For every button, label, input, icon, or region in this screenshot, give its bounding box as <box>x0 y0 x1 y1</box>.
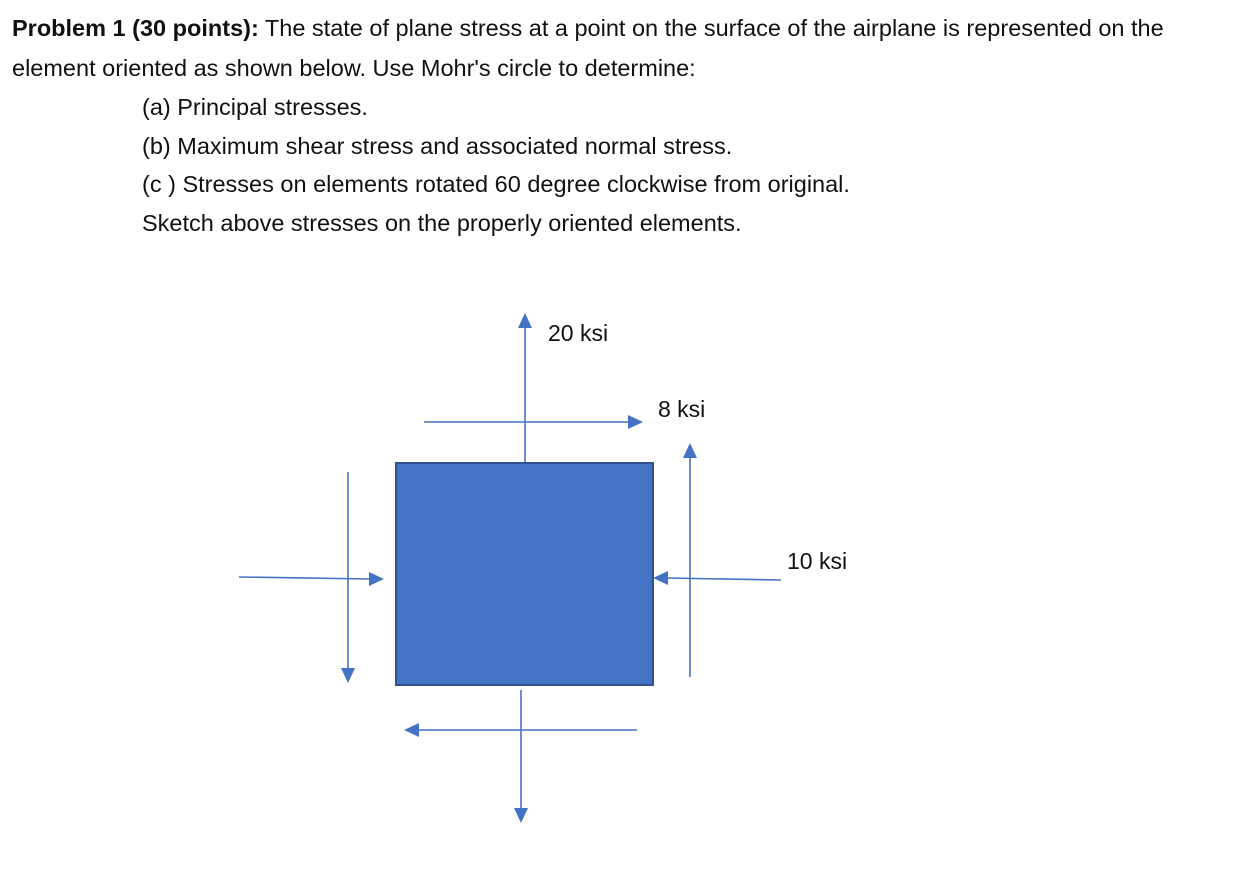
arrow-down-head-icon <box>514 808 528 823</box>
label-normal-y: 20 ksi <box>548 320 609 346</box>
label-shear: 8 ksi <box>658 396 706 422</box>
left-normal-stress-line <box>239 577 371 579</box>
stress-element <box>396 463 653 685</box>
arrow-left-head-icon <box>653 571 668 585</box>
label-normal-x: 10 ksi <box>787 548 848 574</box>
arrow-up-head-icon <box>683 443 697 458</box>
right-normal-stress-line <box>666 578 781 580</box>
task-item-b: (b) Maximum shear stress and associated normal stress. <box>142 132 733 159</box>
problem-title: Problem 1 (30 points): <box>12 15 259 41</box>
problem-text: The state of plane stress at a point on the surface of the airplane is represented on the element oriented as shown below. Use Mohr's circle to determine: <box>12 15 1164 81</box>
sketch-instruction: Sketch above stresses on the properly oriented elements. <box>142 209 742 236</box>
task-item-a: (a) Principal stresses. <box>142 94 368 120</box>
task-item-c: (c ) Stresses on elements rotated 60 degree clockwise from original. <box>142 171 850 197</box>
arrow-right-head-icon <box>628 415 643 429</box>
arrow-right-head-icon <box>369 572 384 586</box>
arrow-left-head-icon <box>404 723 419 737</box>
arrow-down-head-icon <box>341 668 355 683</box>
arrow-up-head-icon <box>518 313 532 328</box>
